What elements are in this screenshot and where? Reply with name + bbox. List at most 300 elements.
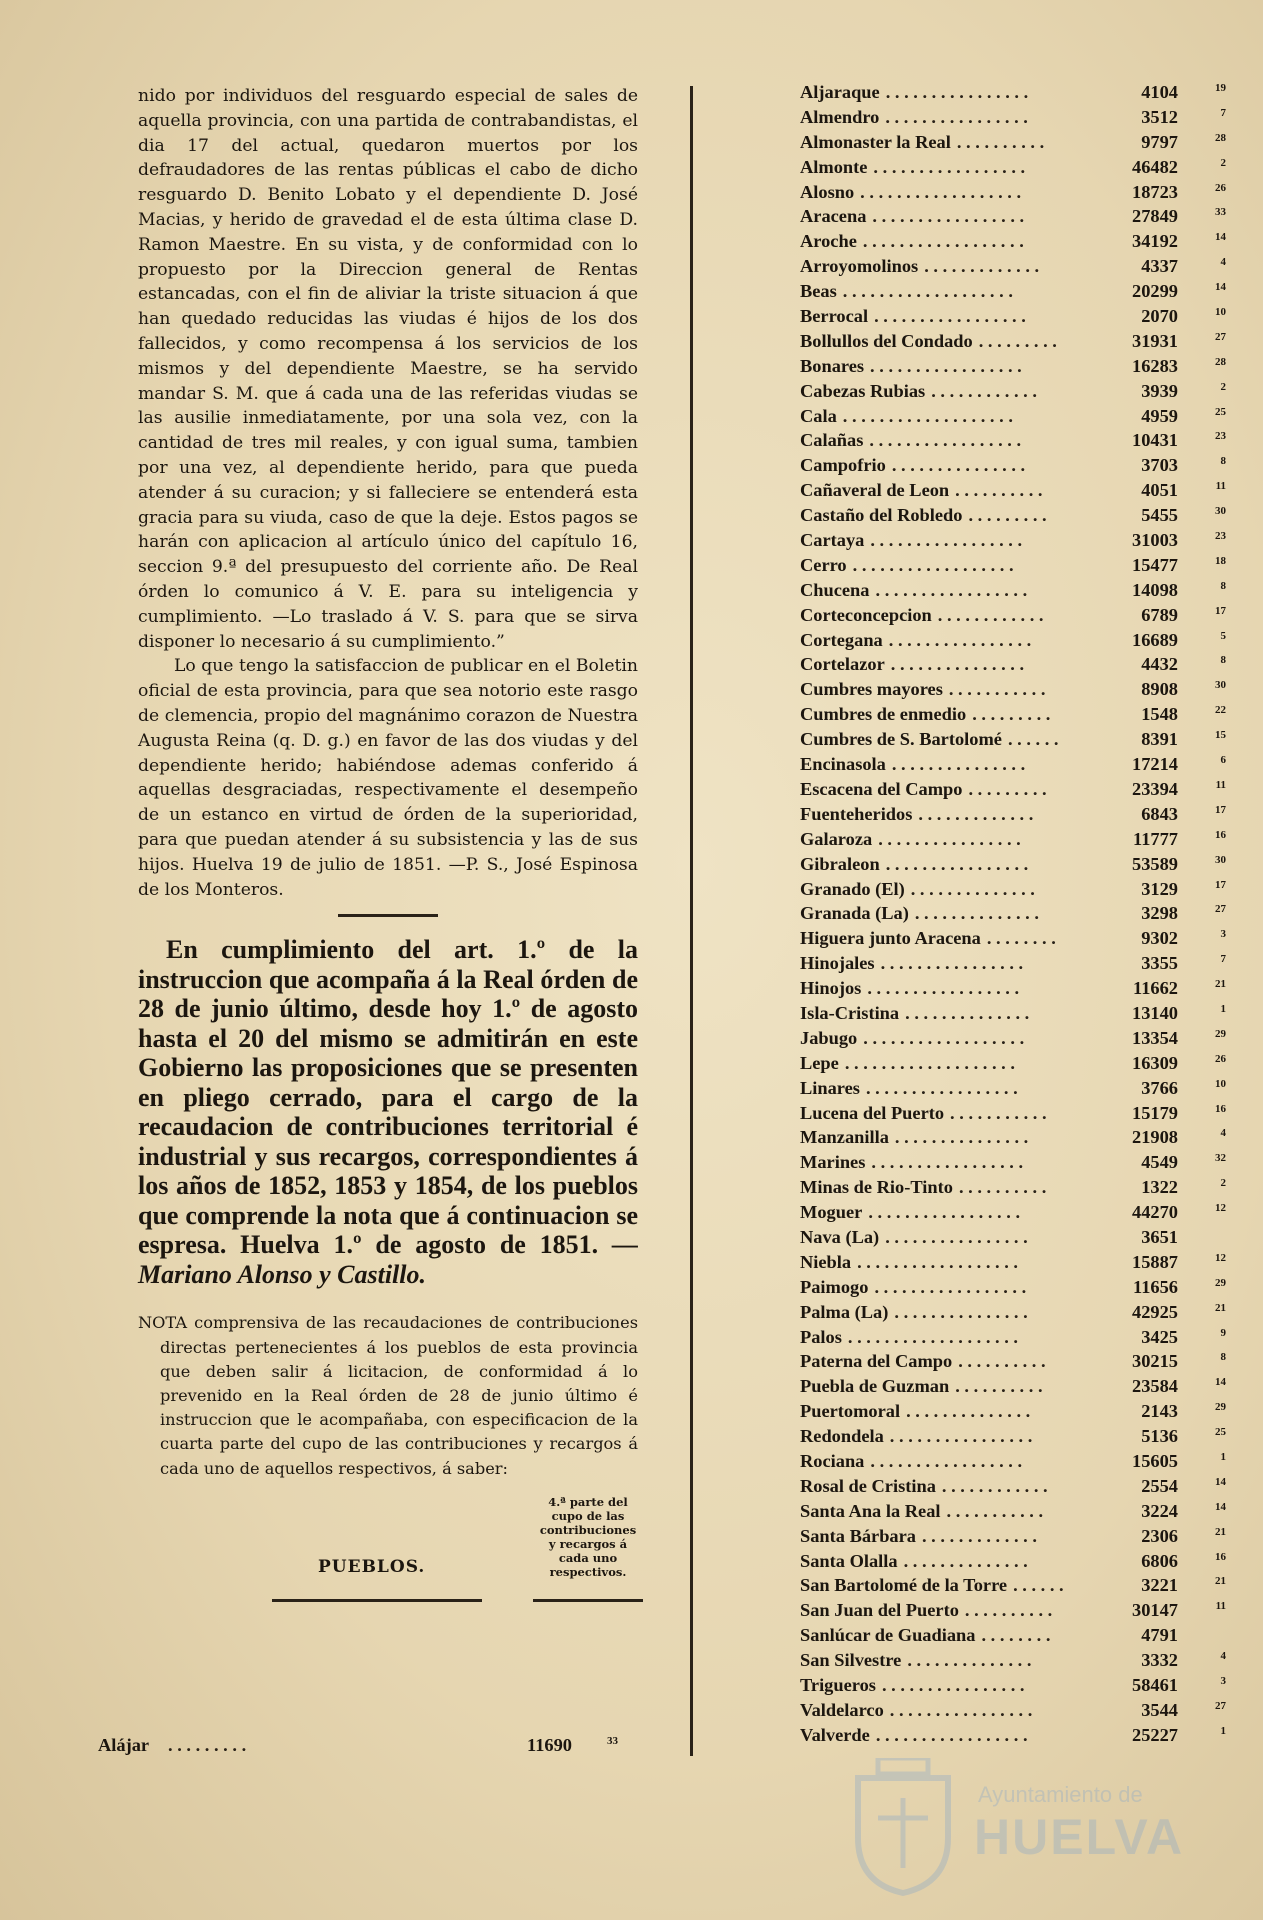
table-row: [800, 503, 1240, 528]
cupo-cents: 16: [1215, 828, 1226, 841]
table-row: [800, 130, 1240, 155]
cupo-cents: 11: [1215, 1600, 1226, 1613]
pueblo-name: Higuera junto Aracena: [800, 928, 981, 949]
cupo-cents: 29: [1215, 1401, 1226, 1414]
table-row: [800, 603, 1240, 628]
cupo-cents: 30: [1215, 679, 1226, 692]
cupo-amount: 27849: [1132, 206, 1178, 227]
cupo-cents: 18: [1215, 554, 1226, 567]
cupo-amount: 5455: [1141, 505, 1178, 526]
table-row: [800, 877, 1240, 902]
cupo-amount: 9302: [1141, 928, 1178, 949]
cupo-amount: 3298: [1141, 903, 1178, 924]
table-row: [800, 1225, 1240, 1250]
cupo-amount: 4051: [1141, 480, 1178, 501]
pueblo-name: Corteconcepcion: [800, 604, 932, 625]
leader-dots: . . . . . . . . . . . . . . . .: [885, 1226, 1028, 1247]
pueblo-name: Alájar: [98, 1735, 150, 1755]
leader-dots: . . . . . . . . . . . .: [941, 1475, 1048, 1496]
table-row: [800, 628, 1240, 653]
leader-dots: . . . . . . . . .: [168, 1735, 247, 1755]
leader-dots: . . . . . . . . . . . . . . . . .: [870, 355, 1022, 376]
cupo-amount: 3355: [1141, 953, 1178, 974]
tender-notice: [138, 935, 638, 1289]
cupo-cents: 7: [1220, 953, 1226, 966]
cupo-amount: 3544: [1141, 1699, 1178, 1720]
table-row: [800, 752, 1240, 777]
pueblo-name: Rociana: [800, 1450, 865, 1471]
leader-dots: . . . . . . . . . .: [958, 1351, 1046, 1372]
cupo-cents: 28: [1215, 355, 1226, 368]
cupo-amount: 4791: [1141, 1625, 1178, 1646]
cupo-amount: 25227: [1132, 1724, 1178, 1745]
publication-text: Lo que tengo la satisfaccion de publicar en el Boletin oficial de esta provincia, para que sea notorio este rasgo de clemencia, propio del magnánimo corazon de Nuestra Augusta Reina (q. D. g.) en favor de las dos viudas y del dependiente herido; habiéndose ademas conferido á aquellas desgraciadas, respectivamente el desempeño de un estanco en virtud de órden de la superioridad, para que puedan atender á su subsistencia y las de sus hijos. Huelva 19 de julio de 1851. —P. S., José Espinosa de los Monteros.: [138, 656, 638, 900]
leader-dots: . . . . . . . . . .: [964, 1600, 1053, 1621]
cupo-amount: 11656: [1133, 1276, 1178, 1297]
leader-dots: . . . . . . . . . . . . . . .: [894, 1301, 1028, 1322]
cupo-amount: 15179: [1132, 1102, 1178, 1123]
table-row: [800, 802, 1240, 827]
table-row: [800, 1175, 1240, 1200]
cupo-cents: 14: [1215, 1475, 1226, 1488]
leader-dots: . . . . . .: [1007, 729, 1059, 750]
leader-dots: . . . . . . . . . . . . . . .: [891, 455, 1026, 476]
table-row: [800, 1573, 1240, 1598]
cupo-cents: 3: [1220, 1675, 1226, 1687]
pueblo-name: Puebla de Guzman: [800, 1376, 950, 1397]
pueblo-name: Campofrio: [800, 455, 886, 476]
leader-dots: . . . . . . . . .: [978, 330, 1057, 351]
leader-dots: . . . . . . . . . . . . . . . . .: [875, 1724, 1028, 1745]
cupo-cents: 22: [1215, 704, 1226, 717]
pueblo-name: Paimogo: [800, 1276, 869, 1297]
leader-dots: . . . . . . . . . . . . . . . . .: [874, 306, 1026, 327]
cupo-cents: 28: [1215, 131, 1226, 144]
table-row: [800, 1499, 1240, 1524]
cupo-amount: 17214: [1132, 754, 1178, 775]
cupo-cents: 21: [1215, 1575, 1226, 1588]
cupo-cents: 23: [1215, 530, 1226, 543]
pueblo-name: Cortegana: [800, 629, 883, 650]
leader-dots: . . . . . . . . . . . . . .: [907, 1650, 1032, 1671]
coat-of-arms-icon: [848, 1758, 958, 1898]
leader-dots: . . . . . . . . . . . . . . . .: [889, 1426, 1033, 1447]
cupo-cents: 11: [1215, 480, 1226, 493]
cupo-cents: 7: [1220, 106, 1226, 119]
table-row: [800, 1648, 1240, 1673]
cupo-cents: 17: [1215, 803, 1226, 816]
cupo-amount: 4104: [1141, 82, 1178, 102]
pueblo-name: Castaño del Robledo: [800, 505, 963, 526]
cupo-cents: 2: [1220, 380, 1226, 393]
cupo-cents: 16: [1215, 1102, 1226, 1115]
cupo-cents: 19: [1215, 82, 1226, 94]
pueblo-name: Aljaraque: [800, 82, 880, 102]
table-row: [800, 677, 1240, 702]
leader-dots: . . . . . . . . . . . . . . . . .: [868, 1202, 1021, 1223]
table-row: [800, 1698, 1240, 1723]
cupo-cents: 8: [1220, 1351, 1226, 1364]
pueblo-name: Almonaster la Real: [800, 131, 951, 152]
cupo-amount: 3129: [1141, 878, 1178, 899]
leader-dots: . . . . . . . . . . . . . .: [903, 1550, 1028, 1571]
leader-dots: . . . . . . . . . . . . .: [924, 256, 1040, 277]
leader-dots: . . . . . . . . .: [968, 505, 1047, 526]
pueblo-name: Cala: [800, 405, 837, 426]
cupo-cents: 21: [1215, 978, 1226, 991]
pueblo-name: Manzanilla: [800, 1127, 889, 1148]
cupo-cents: 27: [1215, 903, 1226, 916]
cupo-cents: 14: [1215, 1376, 1226, 1389]
cupo-cents: 25: [1215, 1426, 1226, 1439]
leader-dots: . . . . . . . . . . . . . . . . . . .: [842, 405, 1013, 426]
table-row: [800, 379, 1240, 404]
cupo-cents: 12: [1215, 1202, 1226, 1215]
pueblo-name: Cumbres de enmedio: [800, 704, 967, 725]
leader-dots: . . . . . . . . .: [972, 704, 1051, 725]
cupo-amount: 3224: [1141, 1500, 1178, 1521]
cupo-amount: 4337: [1141, 256, 1178, 277]
leader-dots: . . . . . . . . . . . . . . . . .: [874, 1276, 1027, 1297]
leader-dots: . . . . . . . . . . . . . .: [910, 878, 1035, 899]
watermark: [848, 1758, 1185, 1908]
table-row: [800, 852, 1240, 877]
table-header: [138, 1489, 638, 1609]
pueblo-name: Cerro: [800, 554, 847, 575]
leader-dots: . . . . . . . . . . . . . .: [906, 1401, 1031, 1422]
leader-dots: . . . . . . . . . . . . . . . . . .: [852, 554, 1014, 575]
leader-dots: . . . . . . . . . . .: [948, 679, 1046, 700]
pueblo-name: Calañas: [800, 430, 864, 451]
leader-dots: . . . . . .: [1013, 1575, 1064, 1596]
cupo-cents: 3: [1220, 928, 1226, 941]
table-row: [800, 1001, 1240, 1026]
cupo-amount: 4959: [1141, 405, 1178, 426]
cupo-amount: 8391: [1141, 729, 1178, 750]
leader-dots: . . . . . . . . . . . . . . . . .: [869, 430, 1022, 451]
table-row: [800, 354, 1240, 379]
table-row: [800, 976, 1240, 1001]
cupo-amount: 13354: [1132, 1027, 1178, 1048]
cupo-cents: 14: [1215, 1500, 1226, 1513]
table-row: [800, 1549, 1240, 1574]
table-row: [800, 1300, 1240, 1325]
table-row: [800, 404, 1240, 429]
cupo-amount: 15605: [1132, 1450, 1178, 1471]
table-row: [800, 1076, 1240, 1101]
cupo-amount: 23394: [1132, 778, 1178, 799]
cupo-amount: 44270: [1132, 1202, 1178, 1223]
header-rule-cupo: [533, 1599, 643, 1602]
pueblo-name: San Bartolomé de la Torre: [800, 1575, 1008, 1596]
leader-dots: . . . . . . . . . . . . . . . . . . .: [844, 1052, 1015, 1073]
cupo-amount: 3221: [1141, 1575, 1178, 1596]
table-row: [800, 578, 1240, 603]
cupo-amount: 16283: [1132, 355, 1178, 376]
cupo-amount: 4432: [1141, 654, 1178, 675]
pueblo-name: Cabezas Rubias: [800, 380, 926, 401]
cupo-cents: 15: [1215, 729, 1226, 742]
table-row: [800, 1474, 1240, 1499]
cupo-amount: 1548: [1141, 704, 1178, 725]
pueblo-name: Palma (La): [800, 1301, 889, 1322]
table-row: [800, 1424, 1240, 1449]
leader-dots: . . . . . . . . . . . . . .: [905, 1002, 1030, 1023]
pueblo-name: Redondela: [800, 1426, 884, 1447]
table-row: [800, 727, 1240, 752]
leader-dots: . . . . . . . . . . . . . . . .: [885, 106, 1028, 127]
pueblo-name: Marines: [800, 1152, 866, 1173]
pueblo-name: Lepe: [800, 1052, 839, 1073]
leader-dots: . . . . . . . . . . . . . . . . .: [870, 1450, 1023, 1471]
cupo-cents: 14: [1215, 231, 1226, 244]
table-row: [800, 1051, 1240, 1076]
cupo-amount: 11777: [1133, 828, 1178, 849]
pueblo-name: Santa Olalla: [800, 1550, 898, 1571]
cupo-amount: 46482: [1132, 156, 1178, 177]
pueblo-name: Minas de Rio-Tinto: [800, 1177, 953, 1198]
cupo-cents: 14: [1215, 281, 1226, 294]
cupo-amount: 31003: [1132, 530, 1178, 551]
cupo-cents: 32: [1215, 1152, 1226, 1165]
table-row: [800, 1150, 1240, 1175]
table-row: [800, 1325, 1240, 1350]
watermark-line1: Ayuntamiento de: [978, 1782, 1143, 1807]
cupo-cents: 29: [1215, 1027, 1226, 1040]
leader-dots: . . . . . . . . . . . . . . .: [890, 654, 1025, 675]
cupo-amount: 5136: [1141, 1426, 1178, 1447]
nota-text: NOTA comprensiva de las recaudaciones de contribuciones directas pertenecientes á los pueblos de esta provincia que deben salir á licitacion, de conformidad á lo prevenido en la Real órden de 28 de junio último é instruccion que le acompañaba, con especificacion de la cuarta parte del cupo de las contribuciones y recargos á cada uno de aquellos respectivos, á saber:: [138, 1313, 638, 1478]
leader-dots: . . . . . . . . . . . . . . .: [891, 754, 1026, 775]
table-row: [800, 652, 1240, 677]
cupo-cents: 26: [1215, 1052, 1226, 1065]
header-cupo: 4.ª parte del cupo de las contribuciones y recargos á cada uno respectivos.: [539, 1494, 637, 1579]
cupo-cents: 21: [1215, 1301, 1226, 1314]
leader-dots: . . . . . . . . . . . . . . . . .: [870, 530, 1023, 551]
pueblo-name: Nava (La): [800, 1226, 880, 1247]
cupo-amount: 3651: [1141, 1226, 1178, 1247]
table-row: [800, 702, 1240, 727]
table-row: [800, 926, 1240, 951]
leader-dots: . . . . . . . . . . . . . . . . .: [871, 1152, 1024, 1173]
pueblo-name: Niebla: [800, 1251, 852, 1272]
leader-dots: . . . . . . . . . . . . . . . . .: [865, 1077, 1018, 1098]
cupo-cents: 33: [607, 1735, 618, 1747]
leader-dots: . . . . . . . . . . .: [946, 1500, 1044, 1521]
leader-dots: . . . . . . . . . . . . . . . .: [881, 1675, 1025, 1695]
leader-dots: . . . . . . . . . . . . . . . . . . .: [847, 1326, 1019, 1347]
cupo-amount: 42925: [1132, 1301, 1178, 1322]
pueblo-name: Valdelarco: [800, 1699, 884, 1720]
leader-dots: . . . . . . . . . .: [958, 1177, 1047, 1198]
cupo-cents: 10: [1215, 306, 1226, 319]
cupo-amount: 10431: [1132, 430, 1178, 451]
table-row: [800, 1125, 1240, 1150]
cupo-cents: 29: [1215, 1276, 1226, 1289]
table-row: [800, 1723, 1240, 1748]
pueblo-name: San Juan del Puerto: [800, 1600, 959, 1621]
table-row: [800, 453, 1240, 478]
table-row: [800, 105, 1240, 130]
cupo-cents: 1: [1220, 1002, 1226, 1015]
tender-notice-text: En cumplimiento del art. 1.º de la instruccion que acompaña á la Real órden de 28 de junio último, desde hoy 1.º de agosto hasta el 20 del mismo se admitirán en este Gobierno las proposiciones que se presenten en pliego cerrado, para el cargo de la recaudacion de contribuciones territorial é industrial y sus recargos, correspondientes á los años de 1852, 1853 y 1854, de los pueblos que comprende la nota que á continuacion se espresa. Huelva 1.º de agosto de 1851.: [138, 935, 638, 1260]
cupo-amount: 3332: [1141, 1650, 1178, 1671]
cupo-amount: 14098: [1132, 579, 1178, 600]
tender-notice-signature: —Mariano Alonso y Castillo.: [138, 1230, 639, 1289]
cupo-amount: 6843: [1141, 803, 1178, 824]
cupo-amount: 3766: [1141, 1077, 1178, 1098]
table-row: [800, 1101, 1240, 1126]
cupo-amount: 1322: [1141, 1177, 1178, 1198]
cupo-amount: 30147: [1132, 1600, 1178, 1621]
leader-dots: . . . . . . . . . . . .: [937, 604, 1044, 625]
cupo-cents: 30: [1215, 853, 1226, 866]
cupo-amount: 2554: [1141, 1475, 1178, 1496]
cupo-amount: 16689: [1132, 629, 1178, 650]
cupo-amount: 21908: [1132, 1127, 1178, 1148]
table-row: [800, 1598, 1240, 1623]
watermark-line2: HUELVA: [974, 1809, 1185, 1865]
table-row: [800, 229, 1240, 254]
pueblo-name: Almonte: [800, 156, 868, 177]
leader-dots: . . . . . . . . .: [968, 778, 1047, 799]
table-row: [800, 1399, 1240, 1424]
cupo-cents: 30: [1215, 505, 1226, 518]
table-row: [800, 901, 1240, 926]
pueblo-name: Cumbres de S. Bartolomé: [800, 729, 1002, 750]
cupo-cents: 27: [1215, 330, 1226, 343]
cupo-cents: 10: [1215, 1077, 1226, 1090]
cupo-amount: 11690: [527, 1735, 572, 1755]
pueblo-name: Beas: [800, 281, 837, 302]
leader-dots: . . . . . . . . . . .: [950, 1102, 1047, 1123]
pueblo-name: Aracena: [800, 206, 867, 227]
pueblo-name: Puertomoral: [800, 1401, 901, 1422]
cupo-cents: 1: [1220, 1450, 1226, 1463]
cupo-amount: 3425: [1141, 1326, 1178, 1347]
cupo-amount: 18723: [1132, 181, 1178, 202]
cupo-cents: 17: [1215, 878, 1226, 891]
table-row: [800, 1673, 1240, 1698]
header-rule-pueblos: [272, 1599, 482, 1602]
pueblo-name: Granada (La): [800, 903, 909, 924]
cupo-amount: 16309: [1132, 1052, 1178, 1073]
leader-dots: . . . . . . . . . . . . . . . . .: [867, 978, 1020, 999]
table-row: [800, 1349, 1240, 1374]
cupo-cents: 16: [1215, 1550, 1226, 1563]
pueblo-name: Granado (El): [800, 878, 905, 899]
cupo-cents: 5: [1220, 629, 1226, 642]
section-divider: [338, 914, 438, 917]
pueblo-name: Escacena del Campo: [800, 778, 963, 799]
cupo-cents: 26: [1215, 181, 1226, 194]
cupo-amount: 30215: [1132, 1351, 1178, 1372]
cupo-amount: 4549: [1141, 1152, 1178, 1173]
table-row: [800, 279, 1240, 304]
decree-text: nido por individuos del resguardo especial de sales de aquella provincia, con una partida de contrabandistas, el dia 17 del actual, quedaron muertos por los defraudadores de las rentas públicas el cabo de dicho resguardo D. Benito Lobato y el dependiente D. José Macias, y herido de gravedad el de esta última clase D. Ramon Maestre. En su vista, y de conformidad con lo propuesto por la Direccion general de Rentas estancadas, con el fin de aliviar la triste situacion á que han quedado reducidas las viudas é hijos de los dos fallecidos, y como recompensa á los servicios de los mismos y del dependiente Maestre, se ha servido mandar S. M. que á cada una de las referidas viudas se las ausilie inmediatamente, por una sola vez, con la cantidad de tres mil reales, y con igual suma, tambien por una vez, al dependiente herido, para que pueda atender á su curacion; y si falleciere se entenderá esta gracia para su viuda, caso de que la deje. Estos pagos se harán con aplicacion al artículo único del capítulo 16, seccion 9.ª del presupuesto del corriente año. De Real órden lo comunico á V. E. para su inteligencia y cumplimiento. —Lo traslado á V. S. para que se sirva disponer lo necesario á su cumplimiento.”: [138, 86, 638, 652]
leader-dots: . . . . . . . . . . . . . . . . .: [872, 206, 1025, 227]
cupo-cents: 17: [1215, 604, 1226, 617]
cupo-cents: 4: [1220, 1127, 1226, 1140]
pueblo-name: Cumbres mayores: [800, 679, 943, 700]
leader-dots: . . . . . . . . . . . . . . . .: [888, 629, 1032, 650]
table-row: [800, 553, 1240, 578]
pueblo-name: Paterna del Campo: [800, 1351, 953, 1372]
pueblo-name: Valverde: [800, 1724, 870, 1745]
cupo-cents: 2: [1220, 1177, 1226, 1190]
cupo-amount: 23584: [1132, 1376, 1178, 1397]
pueblo-name: Rosal de Cristina: [800, 1475, 936, 1496]
pueblo-name: Almendro: [800, 106, 880, 127]
pueblo-name: Galaroza: [800, 828, 873, 849]
cupo-amount: 58461: [1132, 1675, 1178, 1695]
table-row: [800, 1524, 1240, 1549]
pueblo-name: Linares: [800, 1077, 860, 1098]
table-row: [800, 777, 1240, 802]
cupo-cents: 4: [1220, 1650, 1226, 1663]
table-row: [800, 180, 1240, 205]
pueblo-name: Chucena: [800, 579, 870, 600]
pueblo-name: Santa Ana la Real: [800, 1500, 941, 1521]
table-row: [800, 1250, 1240, 1275]
cupo-cents: 11: [1215, 778, 1226, 791]
leader-dots: . . . . . . . . . . . . . . . .: [880, 953, 1024, 974]
leader-dots: . . . . . . . . . . . . . . . . . .: [862, 231, 1024, 252]
cupo-amount: 3703: [1141, 455, 1178, 476]
leader-dots: . . . . . . . . . .: [955, 1376, 1043, 1397]
cupo-amount: 9797: [1141, 131, 1178, 152]
table-row: [800, 827, 1240, 852]
pueblo-name: Isla-Cristina: [800, 1002, 900, 1023]
cupo-amount: 3939: [1141, 380, 1178, 401]
cupo-cents: 9: [1220, 1326, 1226, 1339]
leader-dots: . . . . . . . . . . . . . . . . . .: [860, 181, 1022, 202]
cupo-cents: 8: [1220, 455, 1226, 468]
cupo-cents: 8: [1220, 579, 1226, 592]
cupo-amount: 15477: [1132, 554, 1178, 575]
cupo-cents: 33: [1215, 206, 1226, 219]
pueblo-name: Palos: [800, 1326, 842, 1347]
leader-dots: . . . . . . . . . . . .: [931, 380, 1037, 401]
leader-dots: . . . . . . . . . . . . . . . . . . .: [842, 281, 1013, 302]
table-row: [800, 951, 1240, 976]
cupo-cents: 27: [1215, 1699, 1226, 1712]
pueblo-name: Aroche: [800, 231, 857, 252]
table-row: [800, 1026, 1240, 1051]
cupo-amount: 2306: [1141, 1525, 1178, 1546]
table-row: [800, 329, 1240, 354]
pueblo-name: Bollullos del Condado: [800, 330, 973, 351]
leader-dots: . . . . . . . . . . . . . . .: [894, 1127, 1029, 1148]
pueblo-name: Fuenteheridos: [800, 803, 913, 824]
cupo-amount: 6789: [1141, 604, 1178, 625]
cupo-cents: 6: [1220, 754, 1226, 767]
cupo-cents: 2: [1220, 156, 1226, 169]
leader-dots: . . . . . . . . . . . . . . . .: [885, 853, 1029, 874]
cupo-amount: 6806: [1141, 1550, 1178, 1571]
leader-dots: . . . . . . . . . . . . .: [921, 1525, 1037, 1546]
pueblo-name: Bonares: [800, 355, 865, 376]
column-divider: [690, 86, 693, 1756]
pueblo-name: Santa Bárbara: [800, 1525, 916, 1546]
cupo-amount: 2143: [1141, 1401, 1178, 1422]
pueblo-name: Moguer: [800, 1202, 863, 1223]
pueblo-name: Hinojos: [800, 978, 862, 999]
leader-dots: . . . . . . . . . . . . . . . . .: [875, 579, 1028, 600]
table-row: [800, 155, 1240, 180]
table-row: [800, 478, 1240, 503]
cupo-cents: 4: [1220, 256, 1226, 269]
